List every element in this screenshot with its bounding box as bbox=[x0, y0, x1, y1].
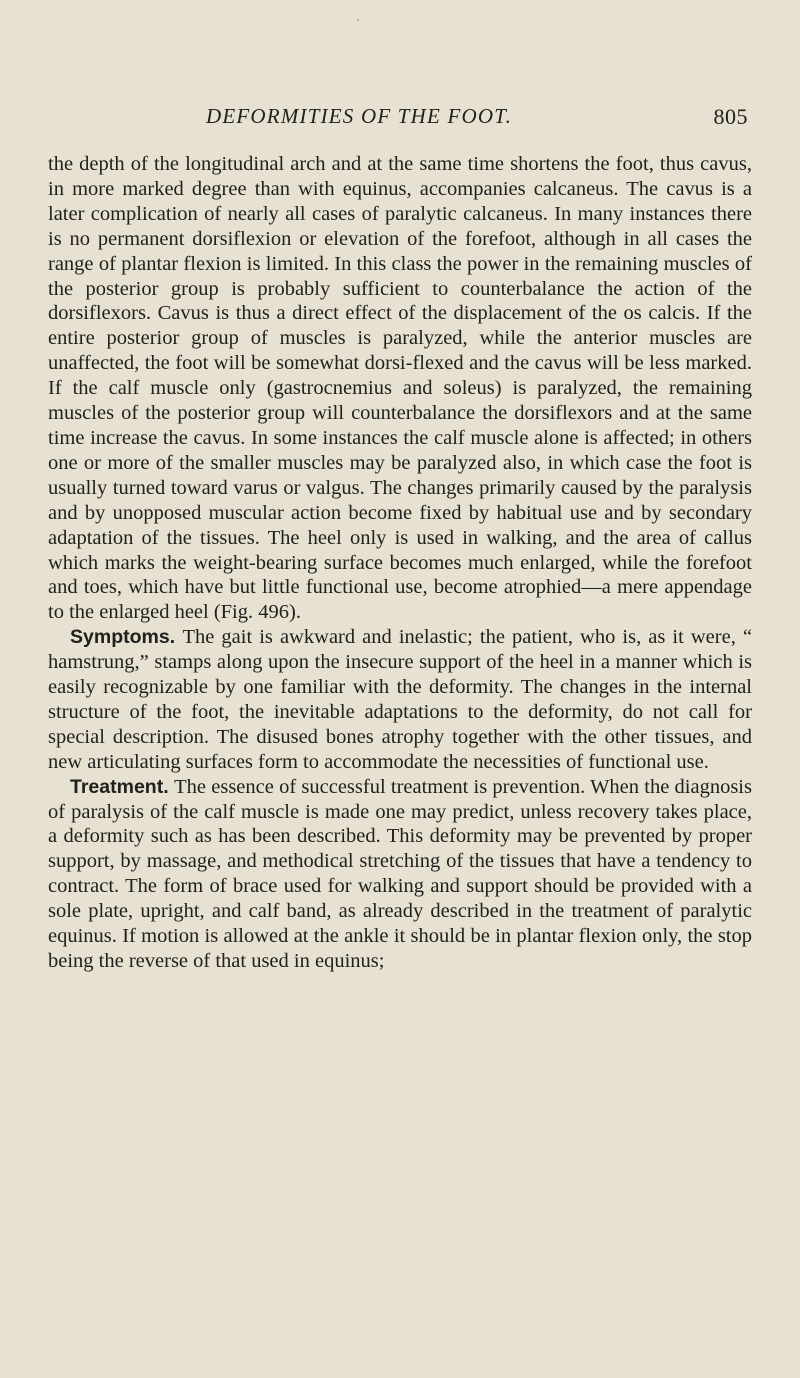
paragraph-text: The essence of successful treatment is prevention. When the diagnosis of paralysis of the calf muscle is made one may predict, unless recovery takes place, a deformity such as has been described. This deformity may be prevented by proper support, by massage, and methodical stretching of the tissues that have a tendency to contract. The form of brace used for walking and support should be provided with a sole plate, upright, and calf band, as already described in the treatment of paralytic equinus. If motion is allowed at the ankle it should be in plantar flexion only, the stop being the reverse of that used in equinus; bbox=[48, 775, 752, 972]
running-title: DEFORMITIES OF THE FOOT. bbox=[206, 104, 513, 128]
paragraph-text: the depth of the longitudinal arch and at the same time shortens the foot, thus cavus, in more marked degree than with equinus, accompanies calcaneus. The cavus is a later complication of nearly all cases of paralytic calcaneus. In many instances there is no permanent dorsiflexion or elevation of the forefoot, although in all cases the range of plantar flexion is limited. In this class the power in the remaining muscles of the posterior group is probably sufficient to counterbalance the action of the dorsiflexors. Cavus is thus a direct effect of the displacement of the os calcis. If the entire posterior group of muscles is paralyzed, while the anterior muscles are unaffected, the foot will be somewhat dorsi-flexed and the cavus will be less marked. If the calf muscle only (gastrocnemius and soleus) is paralyzed, the remaining muscles of the posterior group will counterbalance the dorsiflexors and at the same time increase the cavus. In some instances the calf muscle alone is affected; in others one or more of the smaller muscles may be paralyzed also, in which case the foot is usually turned toward varus or valgus. The changes primarily caused by the paralysis and by unopposed muscular action become fixed by habitual use and by secondary adaptation of the tissues. The heel only is used in walking, and the area of callus which marks the weight-bearing surface becomes much enlarged, while the forefoot and toes, which have but little functional use, become atrophied—a mere appendage to the enlarged heel (Fig. 496). bbox=[48, 153, 752, 624]
body-text bbox=[48, 152, 752, 974]
paragraph-symptoms bbox=[48, 625, 752, 774]
page-number: 805 bbox=[713, 104, 748, 129]
page-speck: , bbox=[357, 12, 360, 23]
paragraph-cavus bbox=[48, 152, 752, 625]
section-heading-symptoms: Symptoms. bbox=[70, 626, 183, 649]
paragraph-text: The gait is awkward and inelastic; the patient, who is, as it were, “ hamstrung,” stamps along upon the insecure support of the heel in a manner which is easily recognizable by one familiar with the deformity. The changes in the internal structure of the foot, the inevitable adaptations to the deformity, do not call for special description. The disused bones atrophy together with the other tissues, and new articulating surfaces form to accommodate the necessities of functional use. bbox=[48, 626, 752, 773]
page-header bbox=[206, 104, 748, 134]
paragraph-treatment bbox=[48, 775, 752, 974]
section-heading-treatment: Treatment. bbox=[70, 775, 175, 798]
